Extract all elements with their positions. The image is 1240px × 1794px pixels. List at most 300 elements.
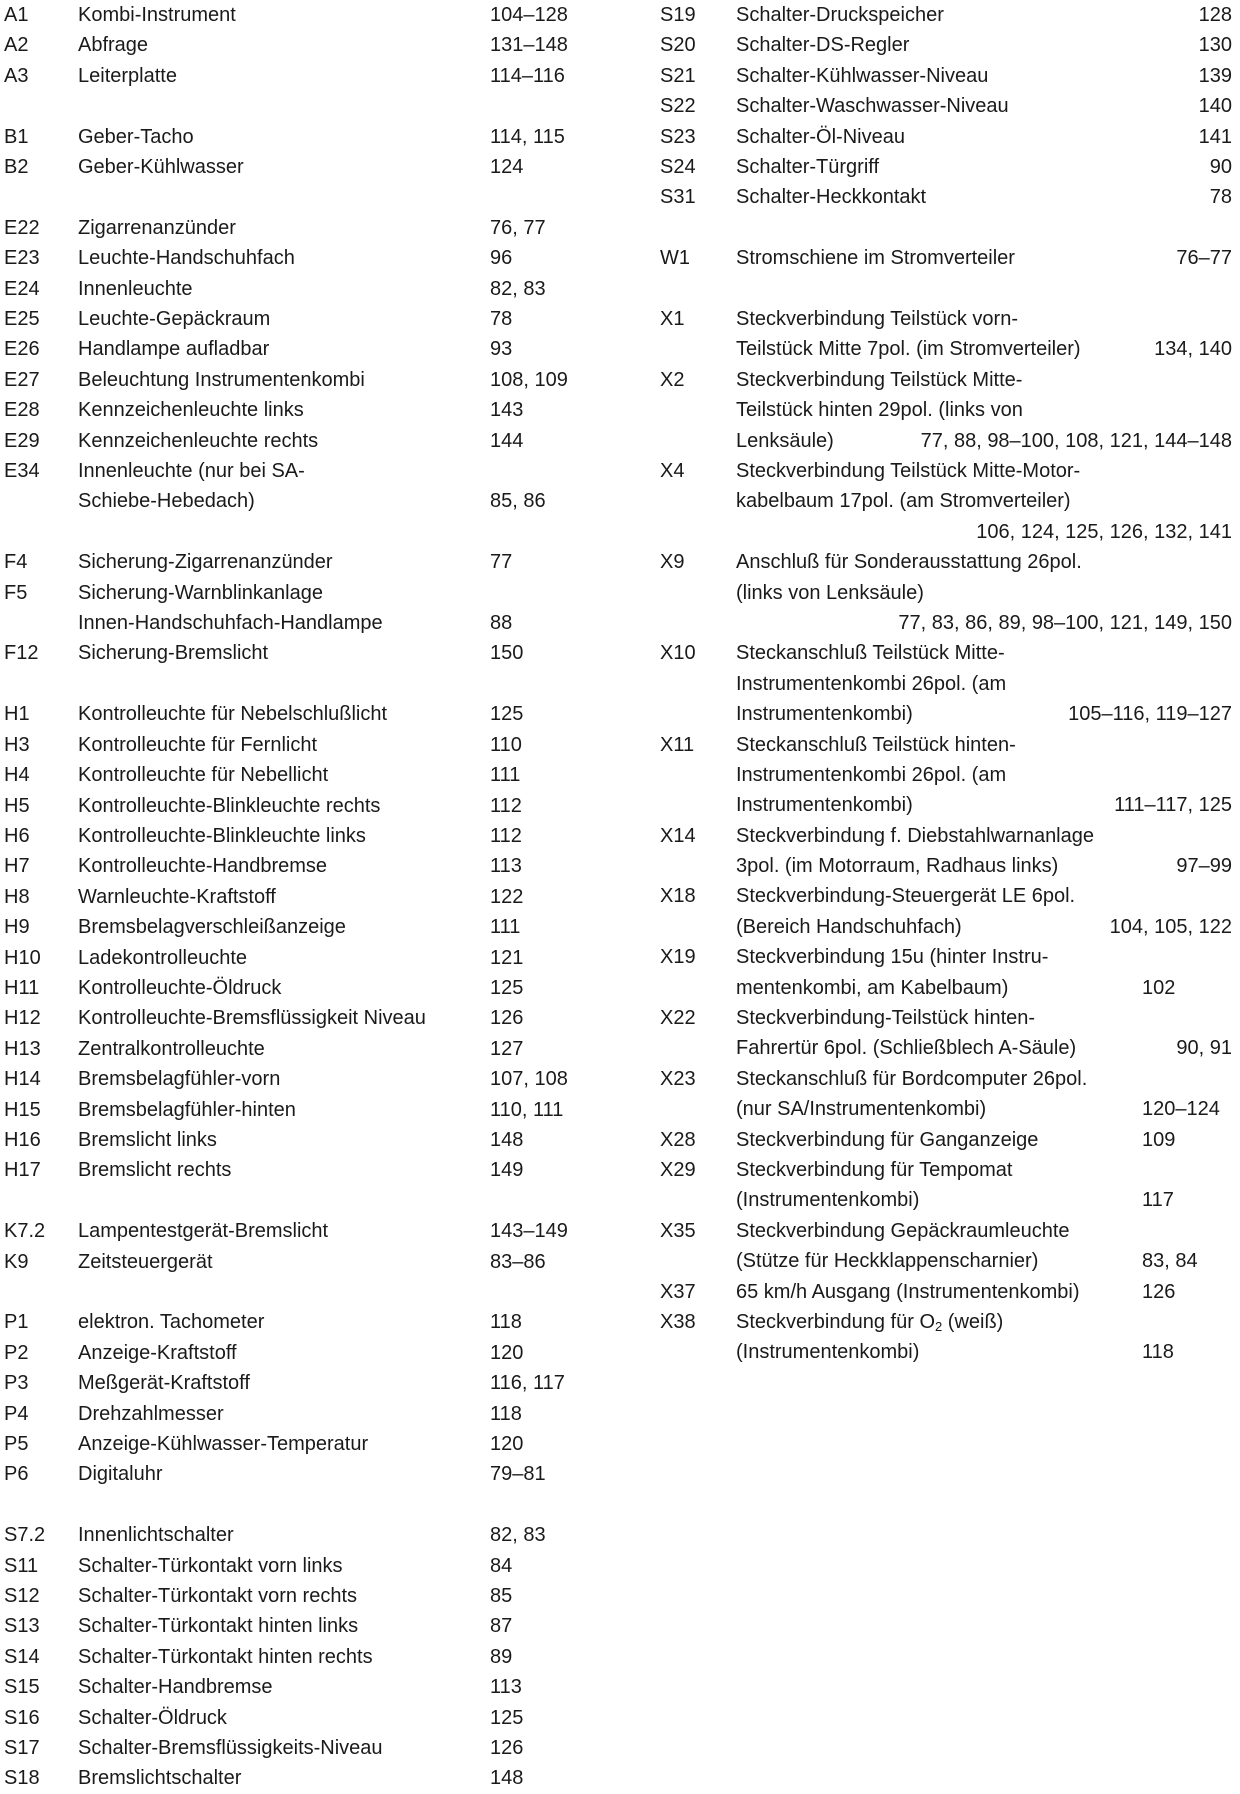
description-line: Kombi-Instrument xyxy=(78,4,236,26)
index-entry xyxy=(660,152,1240,182)
entry-description xyxy=(736,821,1240,882)
entry-pages: 143 xyxy=(490,399,524,422)
line-text-part: Steckverbindung f. Diebstahlwarnanlage xyxy=(736,824,1094,847)
description-line: Bremslicht links xyxy=(78,1128,217,1151)
line-text-part: Instrumentenkombi 26pol. (am xyxy=(736,672,1007,695)
entry-description xyxy=(78,699,490,729)
line-text xyxy=(736,426,834,456)
line-text-part: Steckverbindung 15u (hinter Instru- xyxy=(736,946,1049,969)
entry-description xyxy=(78,638,490,668)
line-text xyxy=(736,152,879,182)
line-text-part: Steckverbindung für Ganganzeige xyxy=(736,1128,1039,1151)
entry-description xyxy=(736,1277,1240,1307)
line-text-part: (Bereich Handschuhfach) xyxy=(736,915,962,938)
description-line xyxy=(736,578,1240,608)
entry-description xyxy=(78,1611,490,1641)
line-text-part: (nur SA/Instrumentenkombi) xyxy=(736,1098,987,1121)
line-text xyxy=(736,547,1082,577)
entry-pages: 111 xyxy=(490,764,521,787)
entry-code: H4 xyxy=(4,764,30,787)
line-text xyxy=(736,91,1009,121)
line-text-part: Stromschiene im Stromverteiler xyxy=(736,247,1015,270)
entry-description xyxy=(78,821,490,851)
entry-pages: 85 xyxy=(490,1585,513,1608)
index-entry xyxy=(660,1216,1240,1277)
index-entry xyxy=(4,334,604,364)
description-line: Geber-Kühlwasser xyxy=(78,156,244,179)
entry-code: P6 xyxy=(4,1463,29,1486)
index-entry xyxy=(660,547,1240,638)
entry-pages: 85, 86 xyxy=(490,490,546,513)
entry-pages: 77, 83, 86, 89, 98–100, 121, 149, 150 xyxy=(898,611,1232,634)
line-text-part: (Stütze für Heckklappenscharnier) xyxy=(736,1250,1039,1273)
line-text-part: Schalter-DS-Regler xyxy=(736,34,910,57)
description-line xyxy=(736,669,1240,699)
index-entry xyxy=(4,61,604,91)
line-text xyxy=(736,730,1016,760)
description-line: Kontrolleuchte für Fernlicht xyxy=(78,733,318,756)
index-entry xyxy=(4,699,604,729)
entry-pages: 107, 108 xyxy=(490,1068,568,1091)
entry-code: F12 xyxy=(4,642,39,665)
entry-pages: 78 xyxy=(1209,186,1232,209)
entry-code: P2 xyxy=(4,1341,29,1364)
entry-description xyxy=(78,1703,490,1733)
section-gap xyxy=(4,517,604,547)
entry-description xyxy=(78,1520,490,1550)
description-line: Kontrolleuchte-Blinkleuchte links xyxy=(78,824,366,847)
description-line xyxy=(736,608,1240,638)
entry-code: E27 xyxy=(4,368,40,391)
entry-pages: 96 xyxy=(490,247,513,270)
description-line xyxy=(736,486,1240,516)
description-line xyxy=(736,61,1240,91)
entry-description xyxy=(78,213,490,243)
description-line xyxy=(736,1185,1240,1215)
line-text xyxy=(736,61,988,91)
entry-description xyxy=(78,122,490,152)
entry-code: E22 xyxy=(4,216,40,239)
description-line xyxy=(736,182,1240,212)
entry-code: B2 xyxy=(4,156,29,179)
entry-code: S14 xyxy=(4,1645,40,1668)
line-text-part: Steckverbindung Teilstück Mitte- xyxy=(736,368,1023,391)
entry-description xyxy=(78,1338,490,1368)
description-line: Leiterplatte xyxy=(78,64,177,87)
entry-description xyxy=(736,30,1240,60)
entry-description xyxy=(78,1581,490,1611)
line-text-part: Schalter-Druckspeicher xyxy=(736,4,944,26)
line-text-part: Steckverbindung-Steuergerät LE 6pol. xyxy=(736,885,1076,908)
index-entry xyxy=(660,1003,1240,1064)
description-line xyxy=(736,881,1240,911)
section-gap xyxy=(4,1277,604,1307)
entry-code: H8 xyxy=(4,885,30,908)
entry-pages: 76, 77 xyxy=(490,216,546,239)
line-text-part: Schalter-Heckkontakt xyxy=(736,186,927,209)
description-line: Kontrolleuchte-Blinkleuchte rechts xyxy=(78,794,381,817)
entry-description xyxy=(78,243,490,273)
entry-code: X18 xyxy=(660,885,696,908)
entry-pages: 77, 88, 98–100, 108, 121, 144–148 xyxy=(920,429,1232,452)
description-line: Bremslicht rechts xyxy=(78,1159,232,1182)
index-entry xyxy=(4,1520,604,1550)
description-line xyxy=(736,0,1240,30)
entry-pages: 102 xyxy=(1142,976,1176,999)
entry-code: X1 xyxy=(660,308,685,331)
entry-description xyxy=(78,365,490,395)
entry-code: X14 xyxy=(660,824,696,847)
index-entry xyxy=(4,365,604,395)
description-line: Zentralkontrolleuchte xyxy=(78,1037,265,1060)
index-entry xyxy=(4,1155,604,1185)
entry-description xyxy=(736,1064,1240,1125)
line-text xyxy=(736,486,1071,516)
index-entry xyxy=(4,1581,604,1611)
entry-description xyxy=(78,274,490,304)
line-text-part: mentenkombi, am Kabelbaum) xyxy=(736,976,1009,999)
description-line: Meßgerät-Kraftstoff xyxy=(78,1372,250,1395)
entry-description xyxy=(78,30,490,60)
description-line: Handlampe aufladbar xyxy=(78,338,270,361)
index-entry xyxy=(4,1763,604,1793)
description-line xyxy=(736,426,1240,456)
entry-description xyxy=(736,1125,1240,1155)
index-entry xyxy=(4,973,604,1003)
description-line xyxy=(736,152,1240,182)
entry-code: X11 xyxy=(660,733,695,756)
entry-code: S17 xyxy=(4,1737,40,1760)
line-text-part: Anschluß für Sonderausstattung 26pol. xyxy=(736,551,1082,574)
entry-description xyxy=(736,365,1240,456)
index-entry xyxy=(4,1611,604,1641)
subscript: 2 xyxy=(935,1318,943,1334)
index-entry xyxy=(4,547,604,577)
line-text-part: kabelbaum 17pol. (am Stromverteiler) xyxy=(736,490,1071,513)
entry-description xyxy=(78,1642,490,1672)
entry-description xyxy=(736,304,1240,365)
entry-description xyxy=(736,91,1240,121)
line-text-part: Teilstück hinten 29pol. (links von xyxy=(736,399,1023,422)
entry-code: W1 xyxy=(660,247,690,270)
entry-pages: 118 xyxy=(490,1311,522,1334)
line-text-part: Schalter-Türgriff xyxy=(736,156,880,179)
description-line xyxy=(736,395,1240,425)
index-entry xyxy=(660,1125,1240,1155)
entry-pages: 120 xyxy=(490,1341,524,1364)
description-line xyxy=(736,91,1240,121)
right-column xyxy=(660,0,1240,1368)
entry-code: E34 xyxy=(4,460,40,483)
entry-description xyxy=(78,1307,490,1337)
entry-code: H10 xyxy=(4,946,41,969)
description-line xyxy=(736,973,1240,1003)
entry-code: X19 xyxy=(660,946,696,969)
entry-pages: 110, 111 xyxy=(490,1098,564,1121)
entry-description xyxy=(78,912,490,942)
description-line xyxy=(736,547,1240,577)
line-text xyxy=(736,1003,1035,1033)
index-entry xyxy=(4,1034,604,1064)
index-entry xyxy=(660,1064,1240,1125)
line-text xyxy=(736,1155,1012,1185)
description-line: Kontrolleuchte für Nebellicht xyxy=(78,764,329,787)
index-entry xyxy=(4,912,604,942)
description-line xyxy=(736,1337,1240,1367)
description-line: Bremsbelagfühler-vorn xyxy=(78,1068,281,1091)
entry-description xyxy=(78,943,490,973)
index-entry xyxy=(660,30,1240,60)
description-line: Bremslichtschalter xyxy=(78,1767,242,1790)
entry-description xyxy=(736,1155,1240,1216)
entry-pages: 126 xyxy=(490,1737,524,1760)
index-entry xyxy=(660,730,1240,821)
entry-description xyxy=(78,1672,490,1702)
line-text xyxy=(736,790,913,820)
entry-code: K7.2 xyxy=(4,1220,46,1243)
index-entry xyxy=(660,182,1240,212)
index-entry xyxy=(4,821,604,851)
description-line xyxy=(736,456,1240,486)
entry-code: X4 xyxy=(660,459,685,482)
entry-code: F5 xyxy=(4,581,28,604)
entry-code: S16 xyxy=(4,1706,40,1729)
index-entry xyxy=(660,881,1240,942)
description-line: Schalter-Handbremse xyxy=(78,1676,273,1699)
description-line: Kennzeichenleuchte links xyxy=(78,399,304,422)
index-entry xyxy=(4,1703,604,1733)
index-entry xyxy=(4,1064,604,1094)
line-text-part: Steckverbindung für O xyxy=(736,1310,935,1333)
line-text xyxy=(736,304,1018,334)
entry-code: K9 xyxy=(4,1250,29,1273)
line-text xyxy=(736,395,1023,425)
entry-code: H17 xyxy=(4,1159,41,1182)
line-text-part: Steckverbindung für Tempomat xyxy=(736,1158,1013,1181)
description-line: Kennzeichenleuchte rechts xyxy=(78,429,319,452)
entry-pages: 83, 84 xyxy=(1142,1250,1198,1273)
entry-code: X28 xyxy=(660,1128,696,1151)
entry-description xyxy=(78,791,490,821)
entry-code: H6 xyxy=(4,824,30,847)
entry-code: S24 xyxy=(660,156,696,179)
entry-pages: 110 xyxy=(490,733,522,756)
left-column xyxy=(4,0,604,1794)
index-entry xyxy=(4,1338,604,1368)
entry-pages: 149 xyxy=(490,1159,524,1182)
entry-description xyxy=(736,243,1240,273)
description-line: Schalter-Türkontakt hinten rechts xyxy=(78,1645,373,1668)
index-entry xyxy=(4,1672,604,1702)
line-text xyxy=(736,1246,1038,1276)
entry-description xyxy=(78,426,490,456)
entry-description xyxy=(78,395,490,425)
entry-code: S23 xyxy=(660,125,696,148)
entry-code: X2 xyxy=(660,368,685,391)
index-entry xyxy=(4,638,604,668)
line-text xyxy=(736,669,1006,699)
line-text-part: 65 km/h Ausgang (Instrumentenkombi) xyxy=(736,1280,1080,1303)
entry-pages: 76–77 xyxy=(1176,247,1232,270)
entry-description xyxy=(736,547,1240,638)
index-entry xyxy=(4,1247,604,1277)
line-text-part: Fahrertür 6pol. (Schließblech A-Säule) xyxy=(736,1037,1077,1060)
description-line: Kontrolleuchte für Nebelschlußlicht xyxy=(78,703,388,726)
description-line xyxy=(736,1277,1240,1307)
description-line: Sicherung-Warnblinkanlage xyxy=(78,581,323,604)
description-line xyxy=(736,912,1240,942)
line-text xyxy=(736,182,926,212)
entry-code: X22 xyxy=(660,1007,696,1030)
entry-code: P5 xyxy=(4,1433,29,1455)
entry-description xyxy=(78,760,490,790)
index-entry xyxy=(660,0,1240,30)
description-line xyxy=(736,1003,1240,1033)
line-text-part: (Instrumentenkombi) xyxy=(736,1189,920,1212)
index-entry xyxy=(660,122,1240,152)
entry-pages: 116, 117 xyxy=(490,1372,565,1395)
description-line: Schalter-Türkontakt vorn links xyxy=(78,1554,343,1577)
index-entry xyxy=(4,882,604,912)
entry-description xyxy=(78,1216,490,1246)
line-text-part: Steckverbindung-Teilstück hinten- xyxy=(736,1007,1036,1030)
line-text-part: 3pol. (im Motorraum, Radhaus links) xyxy=(736,855,1059,878)
entry-code: S31 xyxy=(660,186,696,209)
entry-code: X38 xyxy=(660,1310,696,1333)
entry-pages: 120–124 xyxy=(1142,1098,1220,1121)
entry-code: H3 xyxy=(4,733,30,756)
description-line: Beleuchtung Instrumentenkombi xyxy=(78,368,365,391)
entry-pages: 114–116 xyxy=(490,64,565,87)
entry-pages: 104–128 xyxy=(490,4,568,26)
entry-description xyxy=(736,1216,1240,1277)
description-line xyxy=(736,821,1240,851)
entry-code: H9 xyxy=(4,916,30,939)
index-entry xyxy=(4,1733,604,1763)
line-text-part: Steckverbindung Teilstück vorn- xyxy=(736,308,1018,331)
entry-pages: 90 xyxy=(1209,156,1232,179)
description-line xyxy=(736,699,1240,729)
line-text xyxy=(736,334,1081,364)
entry-pages: 128 xyxy=(1198,4,1232,26)
entry-code: H15 xyxy=(4,1098,41,1121)
index-entry xyxy=(4,760,604,790)
line-text xyxy=(736,851,1058,881)
line-text-part: Schalter-Waschwasser-Niveau xyxy=(736,95,1009,118)
entry-description xyxy=(736,1307,1240,1368)
entry-description xyxy=(78,730,490,760)
entry-description xyxy=(78,1551,490,1581)
index-entry xyxy=(660,91,1240,121)
entry-pages: 141 xyxy=(1198,125,1232,148)
entry-code: X10 xyxy=(660,642,696,665)
entry-pages: 125 xyxy=(490,703,524,726)
entry-pages: 113 xyxy=(490,1676,522,1699)
entry-code: E24 xyxy=(4,277,40,300)
entry-code: S15 xyxy=(4,1676,40,1699)
entry-pages: 124 xyxy=(490,156,524,179)
description-line xyxy=(736,1246,1240,1276)
index-entry xyxy=(660,821,1240,882)
entry-description xyxy=(736,638,1240,729)
line-text xyxy=(736,1307,1003,1337)
line-text xyxy=(736,821,1094,851)
entry-description xyxy=(78,334,490,364)
section-gap xyxy=(4,182,604,212)
line-text xyxy=(736,1277,1080,1307)
line-text-part: Instrumentenkombi) xyxy=(736,703,913,726)
entry-description xyxy=(78,1368,490,1398)
entry-code: S11 xyxy=(4,1554,39,1577)
description-line xyxy=(736,1125,1240,1155)
entry-pages: 89 xyxy=(490,1645,513,1668)
index-entry xyxy=(4,1368,604,1398)
line-text-part: Steckanschluß Teilstück hinten- xyxy=(736,733,1016,756)
entry-code: H16 xyxy=(4,1128,41,1151)
entry-description xyxy=(78,547,490,577)
entry-pages: 139 xyxy=(1198,64,1232,87)
entry-description xyxy=(78,1459,490,1489)
entry-description xyxy=(78,304,490,334)
entry-code: E26 xyxy=(4,338,40,361)
entry-description xyxy=(736,152,1240,182)
entry-pages: 118 xyxy=(490,1402,522,1425)
description-line xyxy=(736,790,1240,820)
entry-pages: 117 xyxy=(1142,1189,1174,1212)
entry-description xyxy=(78,578,490,639)
description-line: Schalter-Bremsflüssigkeits-Niveau xyxy=(78,1737,383,1760)
line-text-part: Teilstück Mitte 7pol. (im Stromverteiler) xyxy=(736,338,1081,361)
description-line: elektron. Tachometer xyxy=(78,1311,265,1334)
entry-description xyxy=(78,1399,490,1429)
entry-code: X35 xyxy=(660,1219,696,1242)
line-text xyxy=(736,973,1008,1003)
entry-code: P4 xyxy=(4,1402,29,1425)
description-line: Kontrolleuchte-Handbremse xyxy=(78,855,328,878)
index-entry xyxy=(660,304,1240,365)
entry-pages: 79–81 xyxy=(490,1463,546,1486)
entry-code: S22 xyxy=(660,95,696,118)
entry-code: S13 xyxy=(4,1615,40,1638)
entry-code: H12 xyxy=(4,1007,41,1030)
index-entry xyxy=(4,1003,604,1033)
entry-code: H1 xyxy=(4,703,30,726)
line-text xyxy=(736,760,1006,790)
entry-code: H7 xyxy=(4,855,30,878)
entry-pages: 82, 83 xyxy=(490,277,546,300)
entry-code: P1 xyxy=(4,1311,29,1334)
index-entry xyxy=(4,213,604,243)
index-entry xyxy=(660,638,1240,729)
entry-pages: 122 xyxy=(490,885,524,908)
index-entry xyxy=(660,1307,1240,1368)
entry-pages: 131–148 xyxy=(490,34,568,57)
entry-description xyxy=(736,456,1240,547)
index-entry xyxy=(4,304,604,334)
index-entry xyxy=(4,395,604,425)
description-line: Innenleuchte xyxy=(78,277,193,300)
entry-description xyxy=(78,1247,490,1277)
index-entry xyxy=(4,1459,604,1489)
index-entry xyxy=(4,1307,604,1337)
description-line: Abfrage xyxy=(78,34,149,57)
entry-code: E29 xyxy=(4,429,40,452)
entry-code: H5 xyxy=(4,794,30,817)
line-text-part: (links von Lenksäule) xyxy=(736,581,924,604)
line-text-part: Steckanschluß für Bordcomputer 26pol. xyxy=(736,1067,1088,1090)
entry-description xyxy=(78,152,490,182)
entry-pages: 130 xyxy=(1198,34,1232,57)
